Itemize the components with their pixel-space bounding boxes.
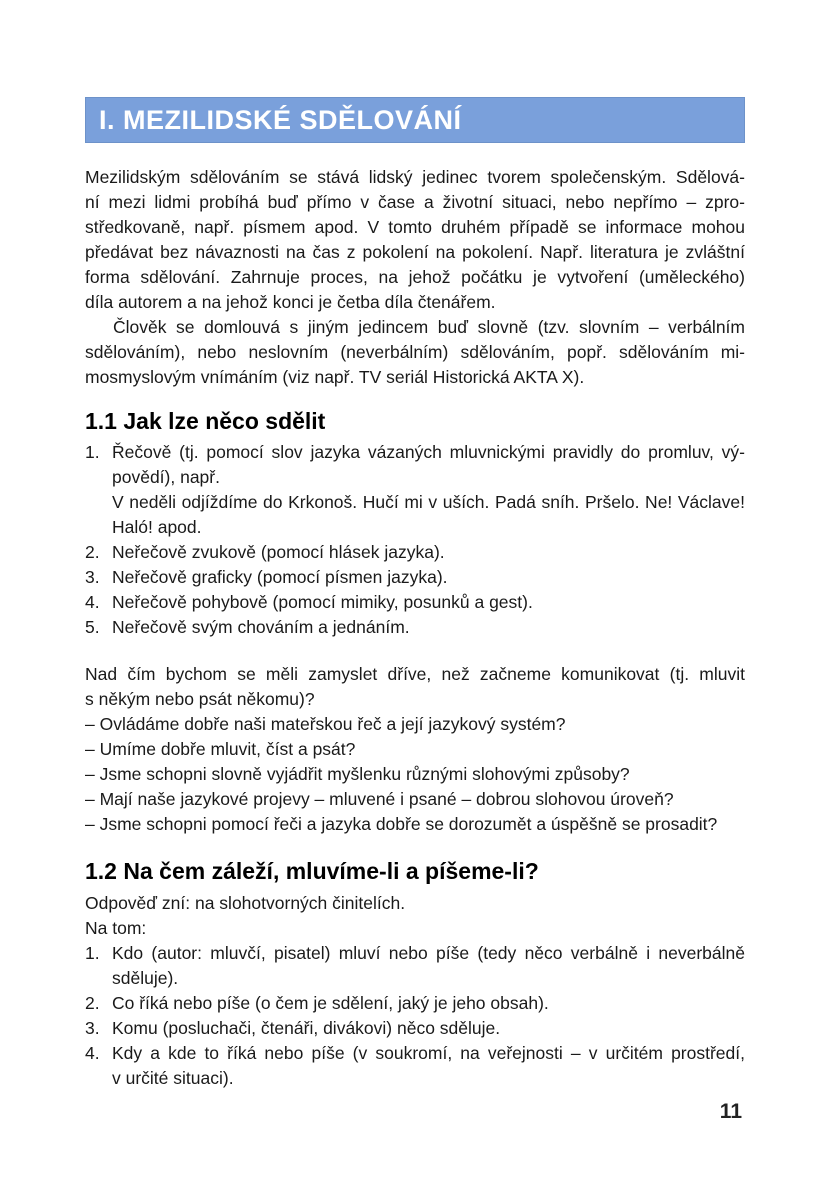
paragraph-question [85,662,745,712]
dash-item: – Jsme schopni pomocí řeči a jazyka dobře se dorozumět a úspěšně se prosadit? [85,814,718,834]
text-line: forma sdělování. Zahrnuje proces, na jehož počátku je vytvoření (uměleckého) [85,267,745,287]
text-line: Kdy a kde to říká nebo píše (v soukromí, na veřejnosti – v určitém prostředí, [112,1043,745,1063]
text-line: Neřečově svým chováním a jednáním. [112,617,410,637]
text-line: Mezilidským sdělováním se stává lidský jedinec tvorem společenským. Sdělová- [85,167,745,187]
text-line: Haló! apod. [112,517,202,537]
text-line: středkovaně, např. písmem apod. V tomto druhém případě se informace mohou [85,217,745,237]
paragraph-answer: Odpověď zní: na slohotvorných činitelích. [85,893,406,913]
numbered-item [85,540,745,565]
text-line: sdělováním), nebo neslovním (neverbálním) sdělováním, popř. sdělováním mi- [85,342,745,362]
numbered-item [85,991,745,1016]
numbered-item [85,615,745,640]
text-line: Kdo (autor: mluvčí, pisatel) mluví nebo píše (tedy něco verbálně i neverbálně [112,943,745,963]
section-heading-1-1: 1.1 Jak lze něco sdělit [85,408,326,434]
text-line: mosmyslovým vnímáním (viz např. TV seriál Historická AKTA X). [85,367,585,387]
item-number: 1. [85,943,100,963]
item-number: 2. [85,993,100,1013]
item-number: 5. [85,617,100,637]
paragraph-intro [85,165,745,315]
dash-item: – Ovládáme dobře naši mateřskou řeč a její jazykový systém? [85,714,566,734]
numbered-item [85,941,745,991]
text-line: díla autorem a na jehož konci je četba díla čtenářem. [85,292,496,312]
numbered-item [85,590,745,615]
text-line: povědí), např. [112,467,220,487]
paragraph-clovek [85,315,745,390]
numbered-item [85,440,745,540]
text-line: Člověk se domlouvá s jiným jedincem buď slovně (tzv. slovním – verbálním [113,317,745,337]
dash-item: – Jsme schopni slovně vyjádřit myšlenku různými slohovými způsoby? [85,764,630,784]
dash-item: – Mají naše jazykové projevy – mluvené i psané – dobrou slohovou úroveň? [85,789,674,809]
text-line: sděluje). [112,968,179,988]
item-number: 4. [85,1043,100,1063]
numbered-item [85,565,745,590]
numbered-list-1 [85,440,745,640]
chapter-title: I. MEZILIDSKÉ SDĚLOVÁNÍ [99,104,462,135]
item-number: 1. [85,442,100,462]
page-content [85,0,745,1091]
numbered-list-2 [85,941,745,1091]
text-line: ní mezi lidmi probíhá buď přímo v čase a životní situaci, nebo nepřímo – zpro- [85,192,745,212]
section-heading-1-2: 1.2 Na čem záleží, mluvíme-li a píšeme-li? [85,858,539,884]
text-line: V neděli odjíždíme do Krkonoš. Hučí mi v uších. Padá sníh. Pršelo. Ne! Václave! [112,492,745,512]
text-line: v určité situaci). [112,1068,234,1088]
text-line: Neřečově graficky (pomocí písmen jazyka). [112,567,448,587]
text-line: Neřečově pohybově (pomocí mimiky, posunků a gest). [112,592,533,612]
numbered-item [85,1016,745,1041]
item-number: 3. [85,567,100,587]
text-line: Neřečově zvukově (pomocí hlásek jazyka). [112,542,445,562]
item-number: 3. [85,1018,100,1038]
text-line: Nad čím bychom se měli zamyslet dříve, než začneme komunikovat (tj. mluvit [85,664,745,684]
item-number: 2. [85,542,100,562]
numbered-item [85,1041,745,1091]
text-line: Komu (posluchači, čtenáři, divákovi) něco sděluje. [112,1018,501,1038]
text-line: Co říká nebo píše (o čem je sdělení, jaký je jeho obsah). [112,993,549,1013]
text-line: předávat bez návaznosti na čas z pokolení na pokolení. Např. literatura je zvláštní [85,242,745,262]
chapter-heading-bar [85,97,745,143]
page-number: 11 [719,1100,742,1123]
dash-item: – Umíme dobře mluvit, číst a psát? [85,739,356,759]
dash-list [85,712,745,837]
paragraph-natom: Na tom: [85,918,147,938]
text-line: s někým nebo psát někomu)? [85,689,315,709]
text-line: Řečově (tj. pomocí slov jazyka vázaných mluvnickými pravidly do promluv, vý- [112,442,745,462]
item-number: 4. [85,592,100,612]
